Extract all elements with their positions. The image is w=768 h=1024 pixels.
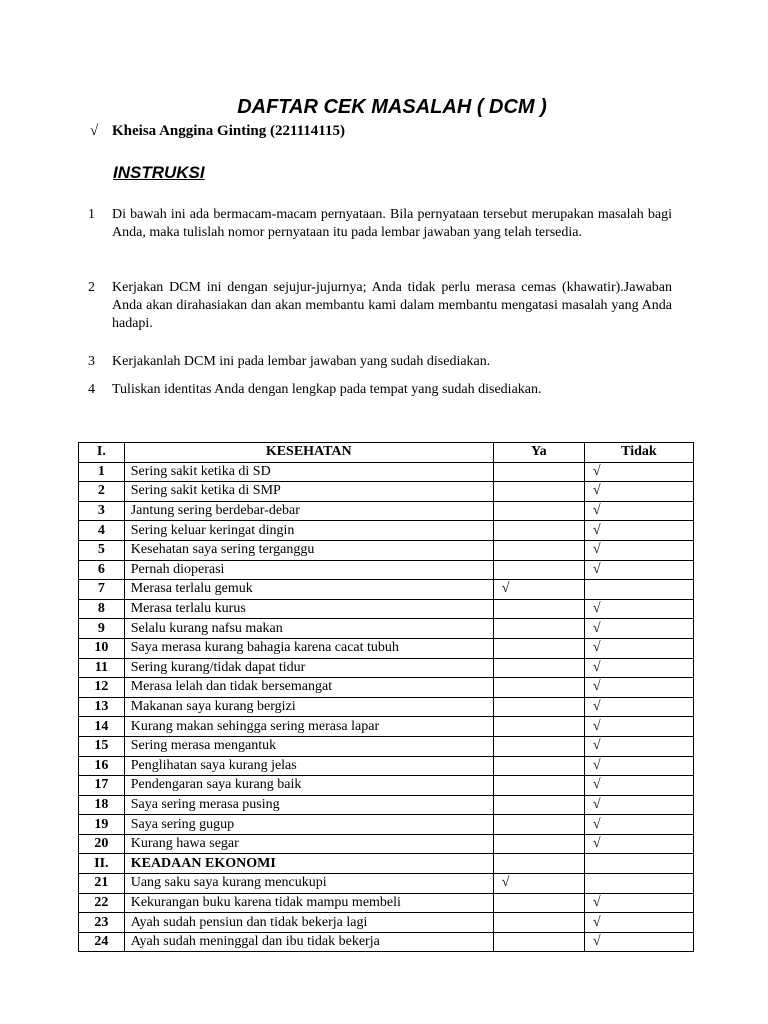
- section-title: KESEHATAN: [124, 443, 493, 463]
- table-row: [79, 678, 694, 698]
- answer-ya: [493, 756, 584, 776]
- answer-tidak: √: [584, 913, 693, 933]
- table-row: [79, 795, 694, 815]
- instruction-text: Kerjakanlah DCM ini pada lembar jawaban yang sudah disediakan.: [112, 354, 491, 369]
- answer-ya: [493, 697, 584, 717]
- section-row: [79, 854, 694, 874]
- table-header-row: [79, 443, 694, 463]
- row-statement: Kurang hawa segar: [124, 834, 493, 854]
- answer-tidak: √: [584, 540, 693, 560]
- row-number: 2: [79, 482, 125, 502]
- row-number: 5: [79, 540, 125, 560]
- row-statement: Kurang makan sehingga sering merasa lapar: [124, 717, 493, 737]
- row-number: 10: [79, 638, 125, 658]
- table-row: [79, 501, 694, 521]
- answer-ya: [493, 815, 584, 835]
- table-row: [79, 462, 694, 482]
- answer-tidak: [584, 580, 693, 600]
- answer-ya: [493, 540, 584, 560]
- table-row: [79, 580, 694, 600]
- row-number: 18: [79, 795, 125, 815]
- instruction-text: Di bawah ini ada bermacam-macam pernyataan. Bila pernyataan tersebut merupakan masalah bagi Anda, maka tulislah nomor pernyataan itu pada lembar jawaban yang telah tersedia.: [112, 207, 672, 240]
- answer-tidak: √: [584, 815, 693, 835]
- table-row: [79, 619, 694, 639]
- answer-ya: [493, 893, 584, 913]
- table-row: [79, 913, 694, 933]
- answer-ya: [493, 638, 584, 658]
- answer-ya: √: [493, 874, 584, 894]
- table-row: [79, 521, 694, 541]
- answer-tidak: √: [584, 756, 693, 776]
- instruction-item: [88, 206, 672, 242]
- answer-ya: [493, 913, 584, 933]
- instruction-number: 3: [88, 354, 95, 369]
- table-row: [79, 697, 694, 717]
- row-number: 17: [79, 776, 125, 796]
- answer-tidak: √: [584, 776, 693, 796]
- table-row: [79, 599, 694, 619]
- row-statement: Makanan saya kurang bergizi: [124, 697, 493, 717]
- table-row: [79, 834, 694, 854]
- row-statement: Kekurangan buku karena tidak mampu membeli: [124, 893, 493, 913]
- answer-tidak: √: [584, 834, 693, 854]
- table-row: [79, 638, 694, 658]
- row-statement: Selalu kurang nafsu makan: [124, 619, 493, 639]
- table-row: [79, 815, 694, 835]
- answer-ya: [493, 521, 584, 541]
- instructions-heading: INSTRUKSI: [113, 163, 205, 182]
- row-statement: Merasa terlalu kurus: [124, 599, 493, 619]
- answer-tidak: √: [584, 638, 693, 658]
- column-ya: Ya: [493, 443, 584, 463]
- checkmark: √: [90, 123, 99, 139]
- row-number: 12: [79, 678, 125, 698]
- table-row: [79, 776, 694, 796]
- answer-tidak: √: [584, 482, 693, 502]
- instruction-item: [88, 381, 672, 399]
- row-statement: Ayah sudah meninggal dan ibu tidak bekerja: [124, 932, 493, 952]
- answer-tidak: √: [584, 717, 693, 737]
- answer-ya: [493, 501, 584, 521]
- row-statement: Pernah dioperasi: [124, 560, 493, 580]
- table-row: [79, 658, 694, 678]
- answer-tidak: √: [584, 697, 693, 717]
- row-number: 7: [79, 580, 125, 600]
- row-number: 23: [79, 913, 125, 933]
- row-statement: Uang saku saya kurang mencukupi: [124, 874, 493, 894]
- row-statement: Sering sakit ketika di SD: [124, 462, 493, 482]
- instruction-number: 1: [88, 207, 95, 222]
- student-identity: [90, 123, 345, 140]
- answer-tidak: √: [584, 678, 693, 698]
- answer-tidak: √: [584, 619, 693, 639]
- table-row: [79, 874, 694, 894]
- answer-ya: [493, 462, 584, 482]
- row-number: 8: [79, 599, 125, 619]
- table-row: [79, 540, 694, 560]
- answer-tidak: √: [584, 560, 693, 580]
- table-row: [79, 717, 694, 737]
- row-number: 20: [79, 834, 125, 854]
- answer-tidak: √: [584, 795, 693, 815]
- row-statement: Merasa terlalu gemuk: [124, 580, 493, 600]
- row-statement: Saya sering merasa pusing: [124, 795, 493, 815]
- answer-ya: [493, 619, 584, 639]
- row-number: 3: [79, 501, 125, 521]
- dcm-table: [78, 442, 694, 952]
- row-statement: Sering kurang/tidak dapat tidur: [124, 658, 493, 678]
- table-row: [79, 560, 694, 580]
- instruction-number: 2: [88, 280, 95, 295]
- answer-ya: [493, 834, 584, 854]
- instruction-text: Kerjakan DCM ini dengan sejujur-jujurnya; Anda tidak perlu merasa cemas (khawatir).Jawaban Anda akan dirahasiakan dan akan membantu kami dalam membantu mengatasi masalah yang Anda hadapi.: [112, 280, 672, 331]
- answer-ya: √: [493, 580, 584, 600]
- column-tidak: Tidak: [584, 443, 693, 463]
- instruction-item: [88, 279, 672, 333]
- answer-ya: [493, 599, 584, 619]
- section-number: I.: [79, 443, 125, 463]
- row-number: 11: [79, 658, 125, 678]
- answer-ya: [493, 482, 584, 502]
- row-statement: KEADAAN EKONOMI: [124, 854, 493, 874]
- row-number: 1: [79, 462, 125, 482]
- row-statement: Pendengaran saya kurang baik: [124, 776, 493, 796]
- answer-ya: [493, 678, 584, 698]
- row-number: 4: [79, 521, 125, 541]
- row-statement: Saya sering gugup: [124, 815, 493, 835]
- table-row: [79, 932, 694, 952]
- table-row: [79, 756, 694, 776]
- answer-ya: [493, 932, 584, 952]
- row-statement: Kesehatan saya sering terganggu: [124, 540, 493, 560]
- answer-tidak: √: [584, 932, 693, 952]
- row-number: 16: [79, 756, 125, 776]
- row-number: II.: [79, 854, 125, 874]
- row-statement: Saya merasa kurang bahagia karena cacat tubuh: [124, 638, 493, 658]
- row-statement: Jantung sering berdebar-debar: [124, 501, 493, 521]
- answer-ya: [493, 736, 584, 756]
- row-statement: Ayah sudah pensiun dan tidak bekerja lagi: [124, 913, 493, 933]
- answer-ya: [493, 776, 584, 796]
- row-number: 13: [79, 697, 125, 717]
- row-statement: Penglihatan saya kurang jelas: [124, 756, 493, 776]
- answer-ya: [493, 795, 584, 815]
- row-number: 15: [79, 736, 125, 756]
- table-row: [79, 893, 694, 913]
- answer-tidak: √: [584, 521, 693, 541]
- answer-ya: [493, 658, 584, 678]
- row-number: 19: [79, 815, 125, 835]
- answer-tidak: √: [584, 462, 693, 482]
- table-row: [79, 736, 694, 756]
- instruction-item: [88, 353, 672, 371]
- answer-tidak: [584, 854, 693, 874]
- answer-ya: [493, 717, 584, 737]
- answer-ya: [493, 854, 584, 874]
- page-title: DAFTAR CEK MASALAH ( DCM ): [237, 96, 547, 118]
- answer-tidak: [584, 874, 693, 894]
- row-number: 6: [79, 560, 125, 580]
- row-number: 22: [79, 893, 125, 913]
- answer-tidak: √: [584, 736, 693, 756]
- row-number: 24: [79, 932, 125, 952]
- answer-tidak: √: [584, 658, 693, 678]
- row-statement: Merasa lelah dan tidak bersemangat: [124, 678, 493, 698]
- row-statement: Sering keluar keringat dingin: [124, 521, 493, 541]
- row-statement: Sering sakit ketika di SMP: [124, 482, 493, 502]
- row-number: 14: [79, 717, 125, 737]
- instruction-number: 4: [88, 382, 95, 397]
- row-number: 21: [79, 874, 125, 894]
- answer-tidak: √: [584, 893, 693, 913]
- row-statement: Sering merasa mengantuk: [124, 736, 493, 756]
- answer-ya: [493, 560, 584, 580]
- answer-tidak: √: [584, 599, 693, 619]
- answer-tidak: √: [584, 501, 693, 521]
- row-number: 9: [79, 619, 125, 639]
- student-name: Kheisa Anggina Ginting (221114115): [112, 123, 345, 139]
- table-row: [79, 482, 694, 502]
- instruction-text: Tuliskan identitas Anda dengan lengkap pada tempat yang sudah disediakan.: [112, 382, 542, 397]
